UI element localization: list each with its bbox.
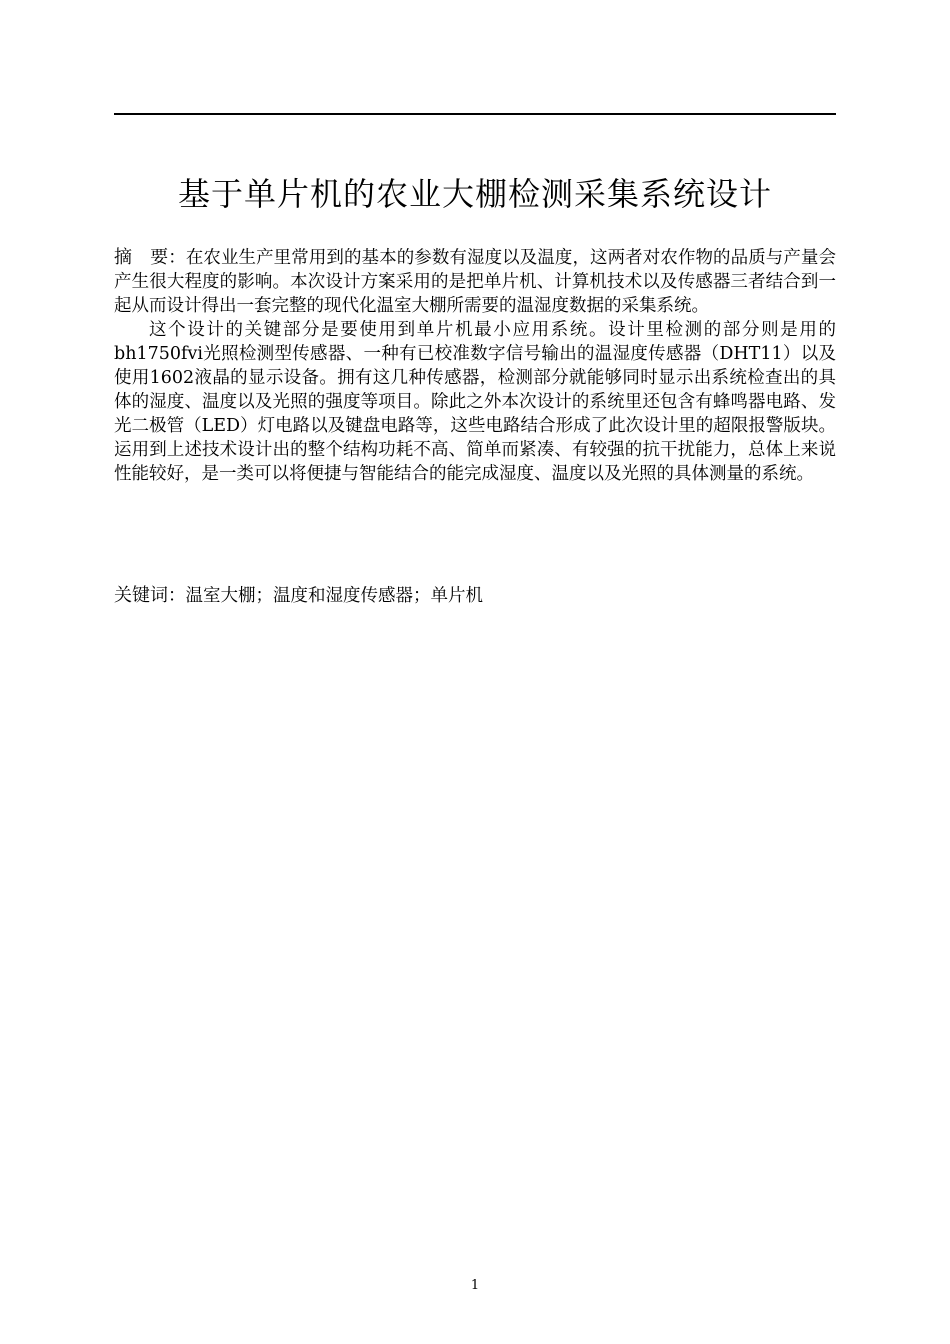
keywords-label: 关键词 [114, 585, 168, 606]
keywords-text: 温室大棚；温度和湿度传感器；单片机 [185, 586, 483, 606]
abstract-paragraph-2: 这个设计的关键部分是要使用到单片机最小应用系统。设计里检测的部分则是用的bh1750fvi光照检测型传感器、一种有已校准数字信号输出的温湿度传感器（DHT11）以及使用1602液晶的显示设备。拥有这几种传感器，检测部分就能够同时显示出系统检查出的具体的湿度、温度以及光照的强度等项目。除此之外本次设计的系统里还包含有蜂鸣器电路、发光二极管（LED）灯电路以及键盘电路等，这些电路结合形成了此次设计里的超限报警版块。运用到上述技术设计出的整个结构功耗不高、简单而紧凑、有较强的抗干扰能力，总体上来说性能较好，是一类可以将便捷与智能结合的能完成湿度、温度以及光照的具体测量的系统。 [114, 320, 836, 484]
abstract-text-1: 在农业生产里常用到的基本的参数有湿度以及温度，这两者对农作物的品质与产量会产生很大程度的影响。本次设计方案采用的是把单片机、计算机技术以及传感器三者结合到一起从而设计得出一套完整的现代化温室大棚所需要的温湿度数据的采集系统。 [114, 248, 837, 316]
paper-title: 基于单片机的农业大棚检测采集系统设计 [177, 175, 772, 213]
abstract-section [114, 246, 836, 486]
keywords-section [114, 584, 836, 608]
abstract-paragraph-1 [114, 246, 836, 318]
header-rule [114, 113, 836, 115]
keywords-separator: ： [168, 586, 186, 606]
page-number: 1 [470, 1278, 480, 1293]
abstract-label: 摘 要 [114, 247, 169, 268]
abstract-separator: ： [168, 248, 186, 268]
